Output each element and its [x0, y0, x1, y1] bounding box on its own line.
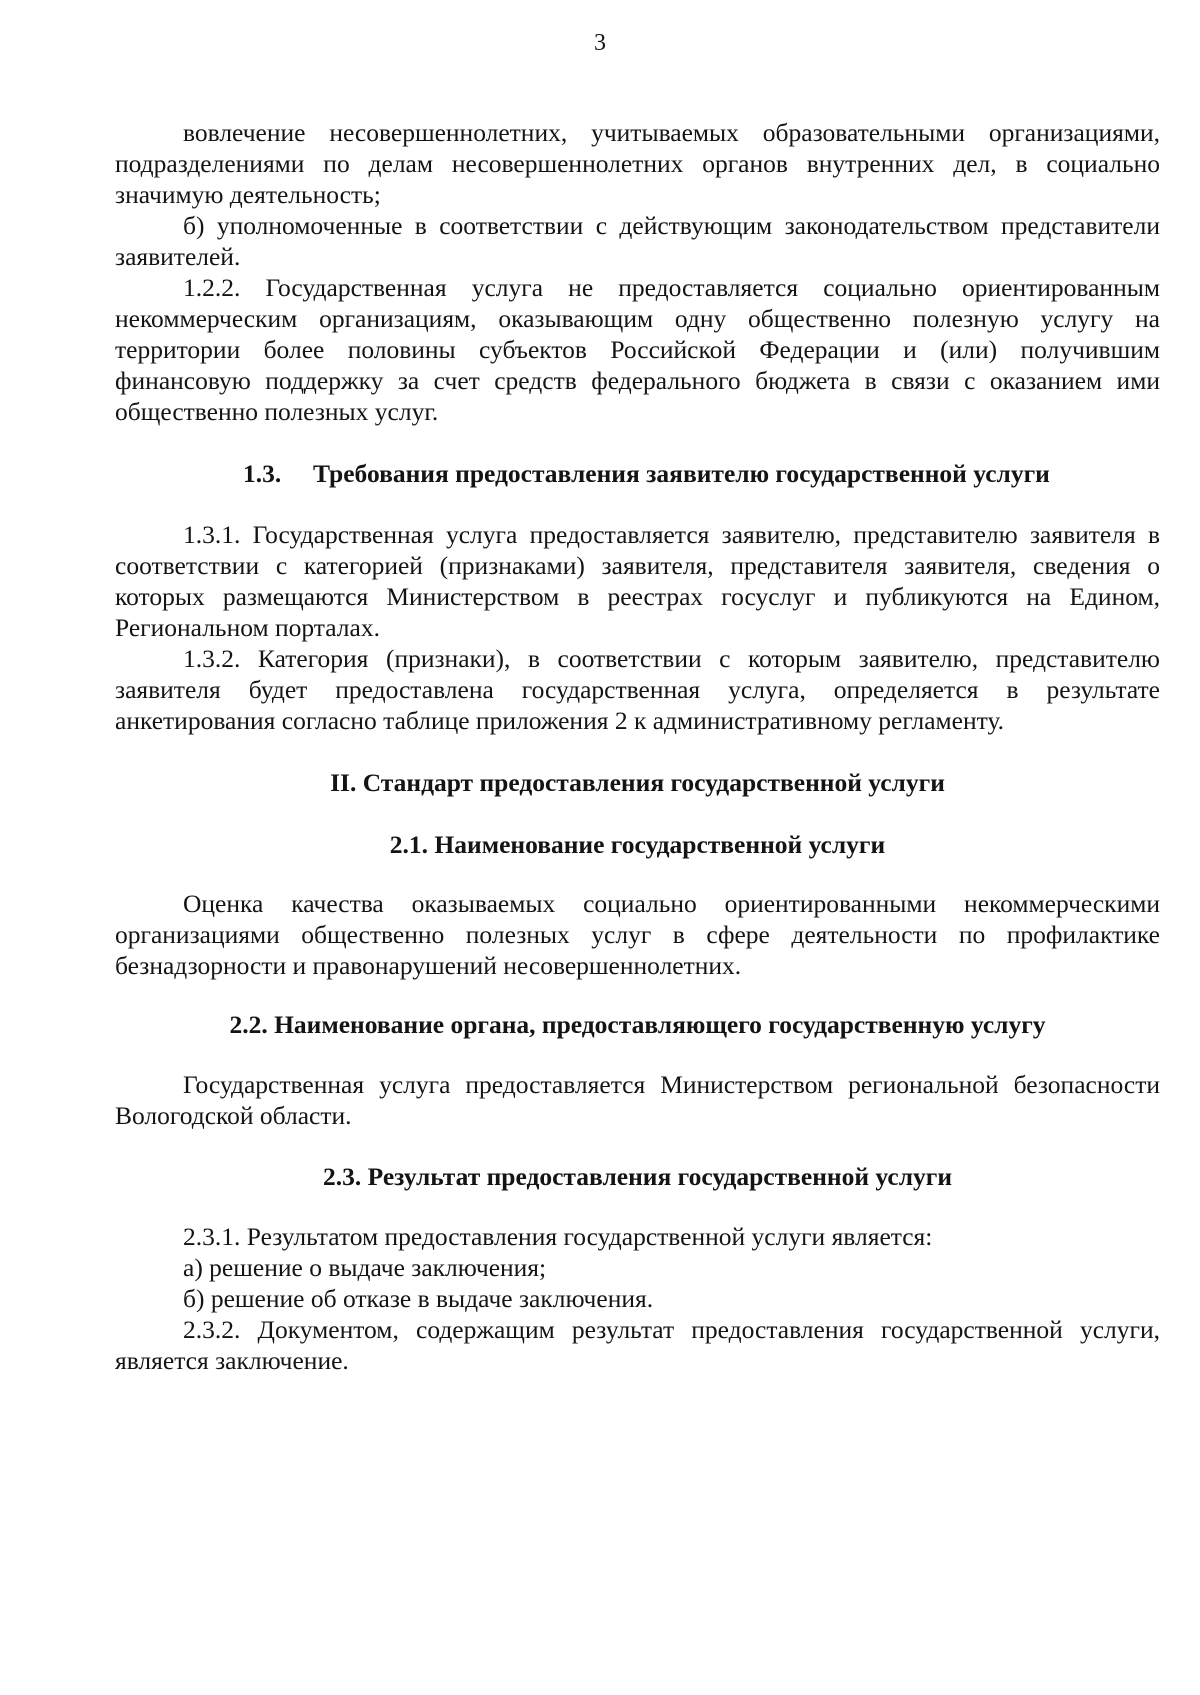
paragraph-1-3-1: 1.3.1. Государственная услуга предоставляется заявителю, представителю заявителя в соответствии с категорией (признаками) заявителя, представителя заявителя, сведения о которых размещаются Министерством в реестрах госуслуг и публикуются на Едином, Региональном порталах.	[115, 520, 1160, 642]
paragraph-2-3-2: 2.3.2. Документом, содержащим результат предоставления государственной услуги, является заключение.	[115, 1315, 1160, 1375]
paragraph-1-2-item-b: б) уполномоченные в соответствии с действующим законодательством представители заявителей.	[115, 211, 1160, 271]
paragraph-2-3-item-b: б) решение об отказе в выдаче заключения.	[183, 1284, 654, 1313]
heading-2-3: 2.3. Результат предоставления государственной услуги	[322, 1162, 953, 1191]
paragraph-1-2-2: 1.2.2. Государственная услуга не предоставляется социально ориентированным некоммерческим организациям, оказывающим одну общественно полезную услугу на территории более половины субъектов Российской Федерации и (или) получившим финансовую поддержку за счет средств федерального бюджета в связи с оказанием ими общественно полезных услуг.	[115, 273, 1160, 426]
heading-1-3	[115, 458, 1160, 489]
paragraph-2-3-1: 2.3.1. Результатом предоставления государственной услуги является:	[183, 1222, 933, 1251]
heading-1-3-number: 1.3.	[243, 459, 282, 488]
paragraph-1-3-2: 1.3.2. Категория (признаки), в соответствии с которым заявителю, представителю заявителя будет предоставлена государственная услуга, определяется в результате анкетирования согласно таблице приложения 2 к административному регламенту.	[115, 644, 1160, 735]
paragraph-2-3-item-a: а) решение о выдаче заключения;	[183, 1253, 547, 1282]
document-body	[115, 117, 1160, 1376]
heading-section-II: II. Стандарт предоставления государственной услуги	[330, 768, 945, 797]
heading-2-2: 2.2. Наименование органа, предоставляющего государственную услугу	[229, 1010, 1046, 1039]
page-number: 3	[594, 30, 606, 56]
paragraph-2-1: Оценка качества оказываемых социально ориентированными некоммерческими организациями общественно полезных услуг в сфере деятельности по профилактике безнадзорности и правонарушений несовершеннолетних.	[115, 889, 1160, 980]
paragraph-2-2: Государственная услуга предоставляется Министерством региональной безопасности Вологодской области.	[115, 1070, 1160, 1130]
paragraph-1-2-continuation: вовлечение несовершеннолетних, учитываемых образовательными организациями, подразделениями по делам несовершеннолетних органов внутренних дел, в социально значимую деятельность;	[115, 118, 1160, 209]
heading-1-3-title: Требования предоставления заявителю государственной услуги	[313, 459, 1050, 488]
heading-2-1: 2.1. Наименование государственной услуги	[389, 830, 886, 859]
